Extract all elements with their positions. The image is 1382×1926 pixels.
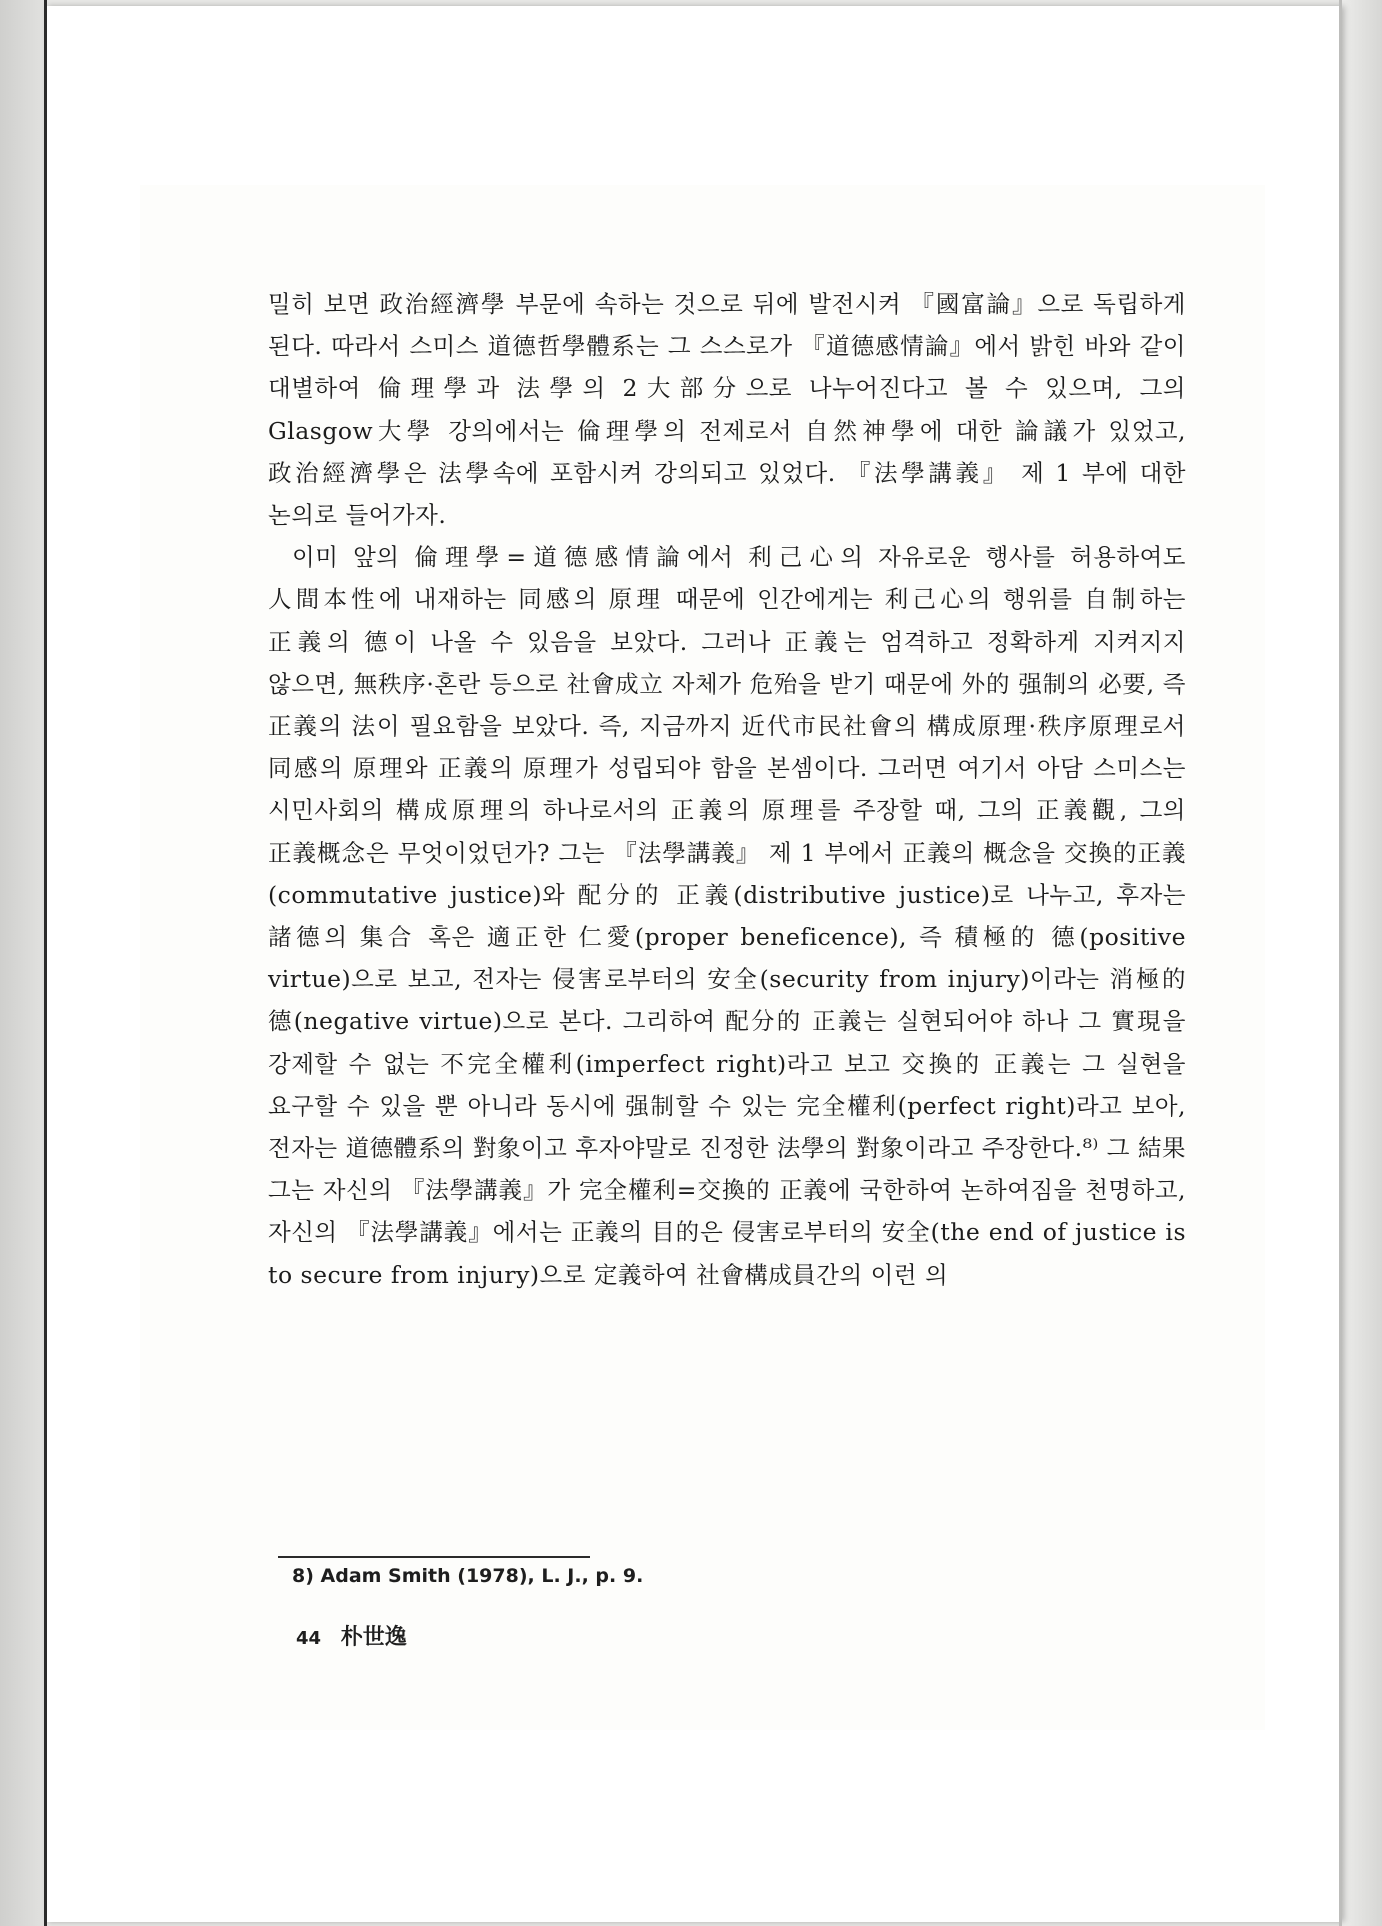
paragraph-1: 밀히 보면 政治經濟學 부문에 속하는 것으로 뒤에 발전시켜 『國富論』으로 독립하게 된다. 따라서 스미스 道德哲學體系는 그 스스로가 『道德感情論』에서 밝힌 바와 같이 대별하여 倫理學과 法學의 2大部分으로 나누어진다고 볼 수 있으며, 그의 Glasgow大學 강의에서는 倫理學의 전제로서 自然神學에 대한 論議가 있었고, 政治經濟學은 法學속에 포함시켜 강의되고 있었다. 『法學講義』 제 1 부에 대한 논의로 들어가자. [268, 290, 1186, 530]
viewer-backdrop-left [0, 0, 46, 1926]
page-number: 44 [296, 1628, 322, 1649]
page-edge-left [44, 0, 47, 1926]
page-edge-right [1339, 0, 1342, 1926]
footnote-divider [278, 1556, 590, 1558]
footnote-8: 8) Adam Smith (1978), L. J., p. 9. [292, 1565, 644, 1587]
paragraph-2: 이미 앞의 倫理學=道德感情論에서 利己心의 자유로운 행사를 허용하여도 人間本性에 내재하는 同感의 原理 때문에 인간에게는 利己心의 행위를 自制하는 正義의 德이 나올 수 있음을 보았다. 그러나 正義는 엄격하고 정확하게 지켜지지 않으면, 無秩序·혼란 등으로 社會成立 자체가 危殆을 받기 때문에 外的 强制의 必要, 즉 正義의 法이 필요함을 보았다. 즉, 지금까지 近代市民社會의 構成原理·秩序原理로서 同感의 原理와 正義의 原理가 성립되야 함을 본셈이다. 그러면 여기서 아담 스미스는 시민사회의 構成原理의 하나로서의 正義의 原理를 주장할 때, 그의 正義觀, 그의 正義概念은 무엇이었던가? 그는 『法學講義』 제 1 부에서 正義의 概念을 交換的正義(commutative justice)와 配分的 正義(distributive justice)로 나누고, 후자는 諸德의 集合 혹은 適正한 仁愛(proper beneficence), 즉 積極的 德(positive virtue)으로 보고, 전자는 侵害로부터의 安全(security from injury)이라는 消極的 德(negative virtue)으로 본다. 그리하여 配分的 正義는 실현되어야 하나 그 實現을 강제할 수 없는 不完全權利(imperfect right)라고 보고 交換的 正義는 그 실현을 요구할 수 있을 뿐 아니라 동시에 强制할 수 있는 完全權利(perfect right)라고 보아, 전자는 道德體系의 對象이고 후자야말로 진정한 法學의 對象이라고 주장한다.⁸⁾ 그 結果 그는 자신의 『法學講義』가 完全權利=交換的 正義에 국한하여 논하여짐을 천명하고, 자신의 『法學講義』에서는 正義의 目的은 侵害로부터의 安全(the end of justice is to secure from injury)으로 定義하여 社會構成員간의 이런 의 [268, 543, 1186, 1289]
body-text [268, 283, 1186, 1296]
page-footer [296, 1620, 407, 1651]
viewer-backdrop-right [1342, 0, 1382, 1926]
running-author: 朴世逸 [340, 1625, 407, 1650]
